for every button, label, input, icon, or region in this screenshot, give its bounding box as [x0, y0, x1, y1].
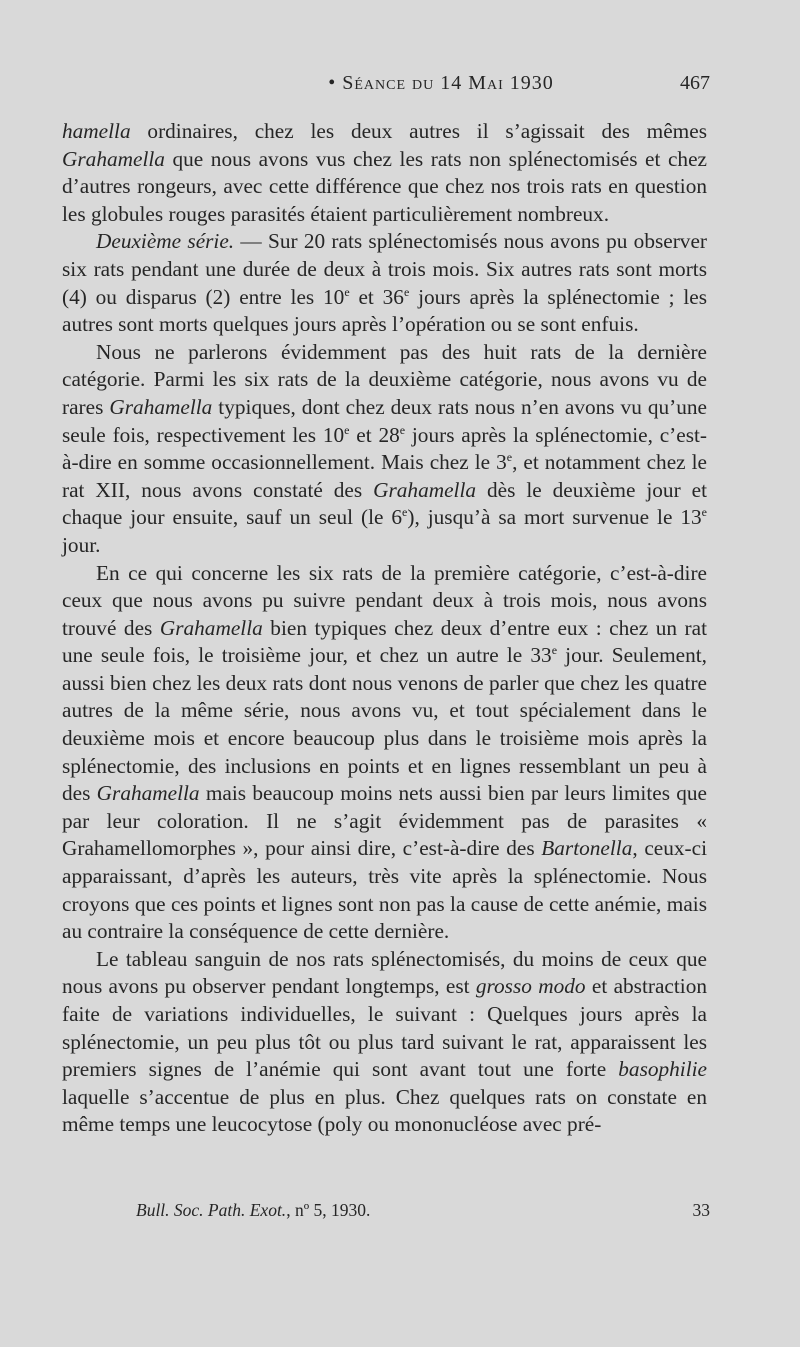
superscript: e	[344, 422, 350, 437]
italic-text: Grahamella	[159, 615, 263, 640]
superscript: e	[402, 505, 408, 520]
italic-text: hamella	[62, 119, 131, 143]
text-run: laquelle s’accentue de plus en plus. Chez quelques rats on constate en même temps une leucocytose (poly ou mononucléose avec pré-	[62, 1084, 707, 1137]
paragraph	[62, 560, 707, 946]
text-run: — Sur 20 rats splénectomisés nous avons pu observer six rats pendant une durée de deux à trois mois. Six autres rats sont morts (4) ou disparus (2) entre les 10	[62, 229, 707, 309]
italic-text: Deuxième série.	[96, 229, 235, 254]
page-number: 467	[680, 72, 710, 94]
paragraph	[62, 228, 707, 338]
text-run: Nous ne parlerons évidemment pas des huit rats de la dernière catégorie. Parmi les six rats de la deuxième catégorie, nous avons vu de rares	[62, 339, 707, 419]
text-run: jour.	[62, 532, 101, 557]
text-run: bien typiques chez deux d’entre eux : chez un rat une seule fois, le troisième jour, et chez un autre le 33	[62, 615, 707, 668]
superscript: e	[701, 505, 707, 520]
paragraph	[62, 339, 707, 560]
italic-text: Grahamella	[109, 394, 213, 419]
page-header	[62, 72, 710, 106]
sheet-number: 33	[692, 1200, 710, 1220]
text-run: dès le deuxième jour et chaque jour ensuite, sauf un seul (le 6	[62, 477, 707, 530]
text-run: mais beaucoup moins nets aussi bien par leurs limites que par leur coloration. Il ne s’agit évidemment pas de parasites « Grahamellomorphes », pour ainsi dire, c’est-à-dire des	[62, 781, 707, 861]
text-run: ), jusqu’à sa mort survenue le 13	[407, 505, 702, 530]
text-run: jours après la splénectomie ; les autres sont morts quelques jours après l’opération ou se sont enfuis.	[62, 284, 707, 337]
superscript: e	[403, 284, 410, 299]
text-run: et 36	[349, 284, 404, 309]
body-text	[62, 118, 707, 1139]
text-run: et abstraction faite de variations individuelles, le suivant : Quelques jours après la splénectomie, un peu plus tôt ou plus tard suivant le rat, apparaissent les premiers signes de l’anémie qui sont avant tout une forte	[62, 974, 707, 1082]
superscript: e	[506, 450, 513, 465]
text-run: , et notamment chez le rat XII, nous avons constaté des	[62, 450, 707, 502]
italic-text: basophilie	[618, 1057, 707, 1082]
text-run: En ce qui concerne les six rats de la première catégorie, c’est-à-dire ceux que nous avons pu suivre pendant deux à trois mois, nous avons trouvé des	[62, 560, 707, 640]
text-run: , ceux-ci apparaissant, d’après les auteurs, très vite après la splénectomie. Nous croyons que ces points et lignes sont non pas la cause de cette anémie, mais au contraire la conséquence de cette dernière.	[62, 836, 707, 944]
text-run: et 28	[349, 422, 400, 447]
italic-text: Bartonella	[541, 836, 633, 861]
journal-reference	[136, 1200, 370, 1221]
text-run: typiques, dont chez deux rats nous n’en avons vu qu’une seule fois, respectivement les 10	[62, 394, 707, 447]
text-run: que nous avons vus chez les rats non splénectomisés et chez d’autres rongeurs, avec cette différence que chez nos trois rats en question les globules rouges parasités étaient particulièrement nombreux.	[62, 146, 707, 226]
journal-issue: , nº 5, 1930.	[286, 1200, 371, 1220]
superscript: e	[399, 422, 406, 437]
italic-text: Grahamella	[96, 781, 200, 806]
italic-text: Grahamella	[373, 477, 477, 502]
text-run: jours après la splénectomie, c’est-à-dire en somme occasionnellement. Mais chez le 3	[62, 422, 707, 475]
text-run: jour. Seulement, aussi bien chez les deux rats dont nous venons de parler que chez les quatre autres de la même série, nous avons vu, et tout spécialement dans le deuxième mois et encore beaucoup plus dans le troisième mois après la splénectomie, des inclusions en points et en lignes ressemblant un peu à des	[62, 643, 707, 806]
page-footer	[62, 1200, 710, 1230]
text-run: Le tableau sanguin de nos rats splénectomisés, du moins de ceux que nous avons pu observer pendant longtemps, est	[62, 946, 707, 999]
italic-text: grosso modo	[475, 974, 586, 999]
superscript: e	[551, 643, 558, 658]
superscript: e	[344, 284, 350, 299]
italic-text: Grahamella	[62, 146, 165, 171]
text-run: ordinaires, chez les deux autres il s’agissait des mêmes	[130, 119, 707, 143]
paragraph	[62, 946, 707, 1139]
journal-title: Bull. Soc. Path. Exot.	[136, 1200, 287, 1220]
paragraph	[62, 118, 707, 228]
running-title: • Séance du 14 Mai 1930	[328, 72, 554, 94]
